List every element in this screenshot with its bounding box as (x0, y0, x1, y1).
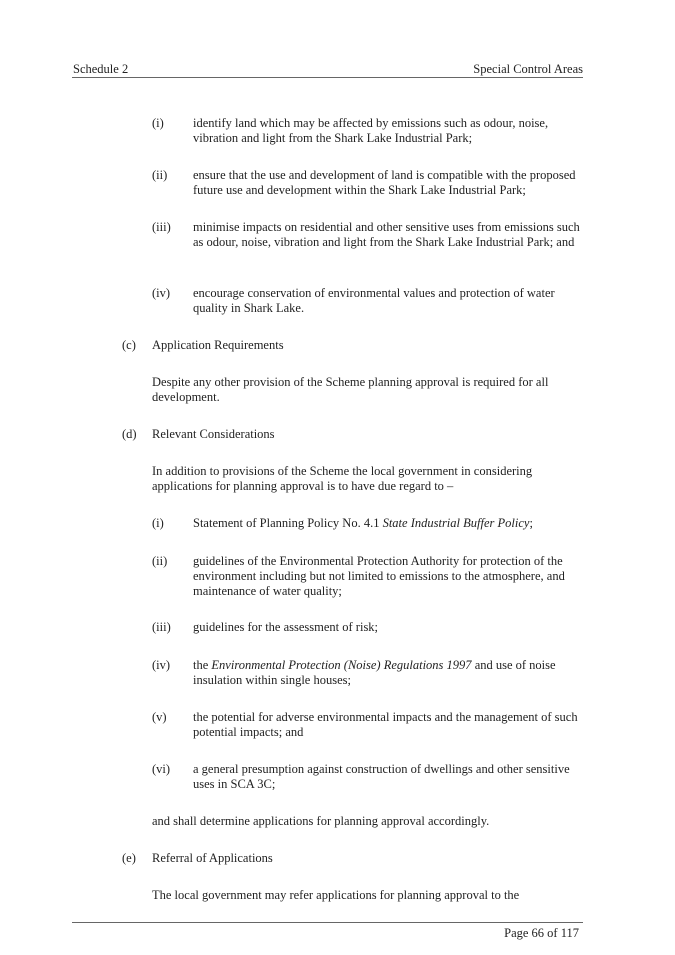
consideration-text: guidelines for the assessment of risk; (193, 620, 379, 634)
consideration-text: the potential for adverse environmental impacts and the management of such potential impacts; and (193, 710, 578, 739)
consideration-number: (vi) (152, 762, 171, 776)
consideration-number: (iv) (152, 658, 171, 672)
objective-text: identify land which may be affected by emissions such as odour, noise, vibration and light from the Shark Lake Industrial Park; (193, 116, 549, 145)
objective-text: minimise impacts on residential and other sensitive uses from emissions such as odour, noise, vibration and light from the Shark Lake Industrial Park; and (193, 220, 580, 249)
consideration-number: (v) (152, 710, 167, 724)
section-c-heading: Application Requirements (152, 338, 284, 352)
consideration-text: Statement of Planning Policy No. 4.1 State Industrial Buffer Policy; (193, 516, 533, 530)
consideration-text: the Environmental Protection (Noise) Regulations 1997 and use of noise insulation within single houses; (193, 658, 556, 687)
objective-number: (iii) (152, 220, 171, 234)
objective-number: (i) (152, 116, 164, 130)
section-d-closing: and shall determine applications for planning approval accordingly. (152, 814, 490, 828)
objective-text: encourage conservation of environmental values and protection of water quality in Shark Lake. (193, 286, 555, 315)
section-d-intro: In addition to provisions of the Scheme the local government in considering applications for planning approval is to have due regard to – (152, 464, 533, 493)
footer-rule (72, 922, 583, 923)
section-e-paragraph: The local government may refer applications for planning approval to the (152, 888, 520, 902)
policy-title: State Industrial Buffer Policy (382, 516, 530, 530)
section-c-paragraph: Despite any other provision of the Scheme planning approval is required for all development. (152, 375, 549, 404)
page-number: Page 66 of 117 (504, 926, 579, 940)
consideration-number: (iii) (152, 620, 171, 634)
consideration-text: a general presumption against construction of dwellings and other sensitive uses in SCA 3C; (193, 762, 570, 791)
section-c-number: (c) (122, 338, 136, 352)
header-section-title: Special Control Areas (473, 62, 583, 76)
header-schedule: Schedule 2 (73, 62, 129, 76)
consideration-text: guidelines of the Environmental Protection Authority for protection of the environment including but not limited to emissions to the atmosphere, and maintenance of water quality; (193, 554, 565, 598)
section-d-heading: Relevant Considerations (152, 427, 275, 441)
section-d-number: (d) (122, 427, 137, 441)
objective-number: (ii) (152, 168, 168, 182)
objective-text: ensure that the use and development of land is compatible with the proposed future use and development within the Shark Lake Industrial Park; (193, 168, 576, 197)
section-e-heading: Referral of Applications (152, 851, 273, 865)
header-rule (72, 77, 583, 78)
consideration-number: (ii) (152, 554, 168, 568)
section-e-number: (e) (122, 851, 136, 865)
regulation-title: Environmental Protection (Noise) Regulations 1997 (211, 658, 472, 672)
consideration-number: (i) (152, 516, 164, 530)
objective-number: (iv) (152, 286, 171, 300)
